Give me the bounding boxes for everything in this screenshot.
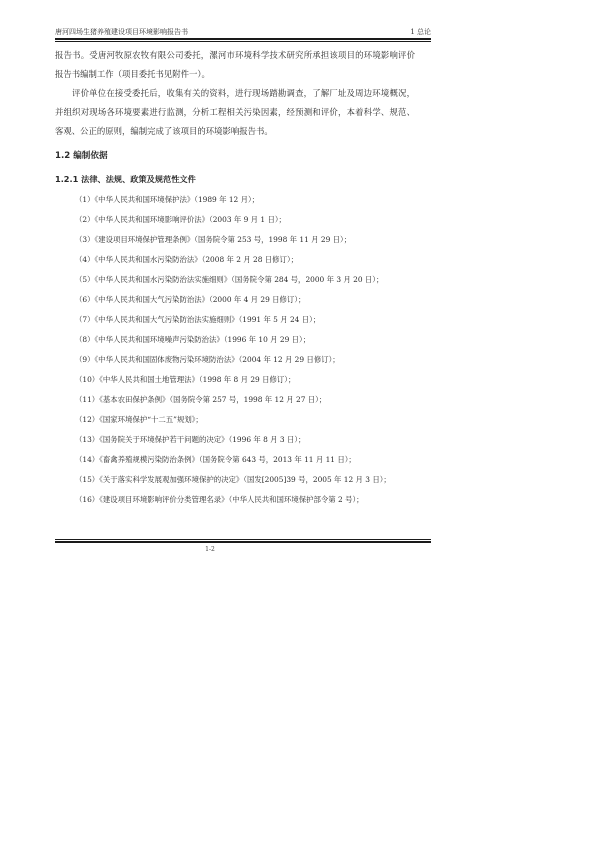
- reference-list: [55, 190, 415, 510]
- intro-paragraph-1: 报告书。受唐河牧原农牧有限公司委托，漯河市环境科学技术研究所承担该项目的环境影响评价报告书编制工作（项目委托书见附件一）。: [55, 50, 415, 79]
- header-rule-thick: [55, 38, 431, 40]
- reference-item: （1）《中华人民共和国环境保护法》（1989 年 12 月）；: [75, 195, 260, 204]
- reference-item: （14）《畜禽养殖规模污染防治条例》（国务院令第 643 号，2013 年 11 月 11 日）；: [75, 455, 356, 464]
- reference-item: （6）《中华人民共和国大气污染防治法》（2000 年 4 月 29 日修订）；: [75, 295, 306, 304]
- page-body: [55, 46, 415, 510]
- reference-item: （15）《关于落实科学发展观加强环境保护的决定》（国发[2005]39 号，2005 年 12 月 3 日）；: [75, 475, 391, 484]
- running-header-chapter: 1 总论: [410, 28, 431, 36]
- header-rule-thin: [55, 41, 431, 42]
- reference-item: （11）《基本农田保护条例》（国务院令第 257 号，1998 年 12 月 27 日）；: [75, 395, 327, 404]
- reference-item: （8）《中华人民共和国环境噪声污染防治法》（1996 年 10 月 29 日）；: [75, 335, 311, 344]
- reference-item: （10）《中华人民共和国土地管理法》（1998 年 8 月 29 日修订）；: [75, 375, 296, 384]
- section-heading: 1.2 编制依据: [55, 151, 108, 161]
- reference-item: （7）《中华人民共和国大气污染防治法实施细则》（1991 年 5 月 24 日）；: [75, 315, 321, 324]
- reference-item: （4）《中华人民共和国水污染防治法》（2008 年 2 月 28 日修订）；: [75, 255, 299, 264]
- subsection-heading: 1.2.1 法律、法规、政策及规范性文件: [55, 174, 196, 184]
- reference-item: （13）《国务院关于环境保护若干问题的决定》（1996 年 8 月 3 日）；: [75, 435, 306, 444]
- reference-item: （2）《中华人民共和国环境影响评价法》（2003 年 9 月 1 日）；: [75, 215, 286, 224]
- reference-item: （5）《中华人民共和国水污染防治法实施细则》（国务院令第 284 号，2000 年 3 月 20 日）；: [75, 275, 384, 284]
- reference-item: （12）《国家环境保护“十二五”规划》；: [75, 415, 203, 424]
- reference-item: （16）《建设项目环境影响评价分类管理名录》（中华人民共和国环境保护部令第 2 号）；: [75, 495, 364, 504]
- intro-paragraph-2: 评价单位在接受委托后，收集有关的资料，进行现场踏勘调查，了解厂址及周边环境概况，并组织对现场各环境要素进行监测，分析工程相关污染因素，经预测和评价，本着科学、规范、客观、公正的原则，编制完成了该项目的环境影响报告书。: [55, 88, 415, 136]
- footer-rule-thin: [55, 539, 431, 540]
- page-number: 1-2: [205, 546, 215, 553]
- running-header-title: 唐河四场生猪养殖建设项目环境影响报告书: [55, 28, 188, 36]
- reference-item: （9）《中华人民共和国固体废物污染环境防治法》（2004 年 12 月 29 日修订）；: [75, 355, 340, 364]
- footer-rule-thick: [55, 541, 431, 543]
- reference-item: （3）《建设项目环境保护管理条例》（国务院令第 253 号，1998 年 11 月 29 日）；: [75, 235, 352, 244]
